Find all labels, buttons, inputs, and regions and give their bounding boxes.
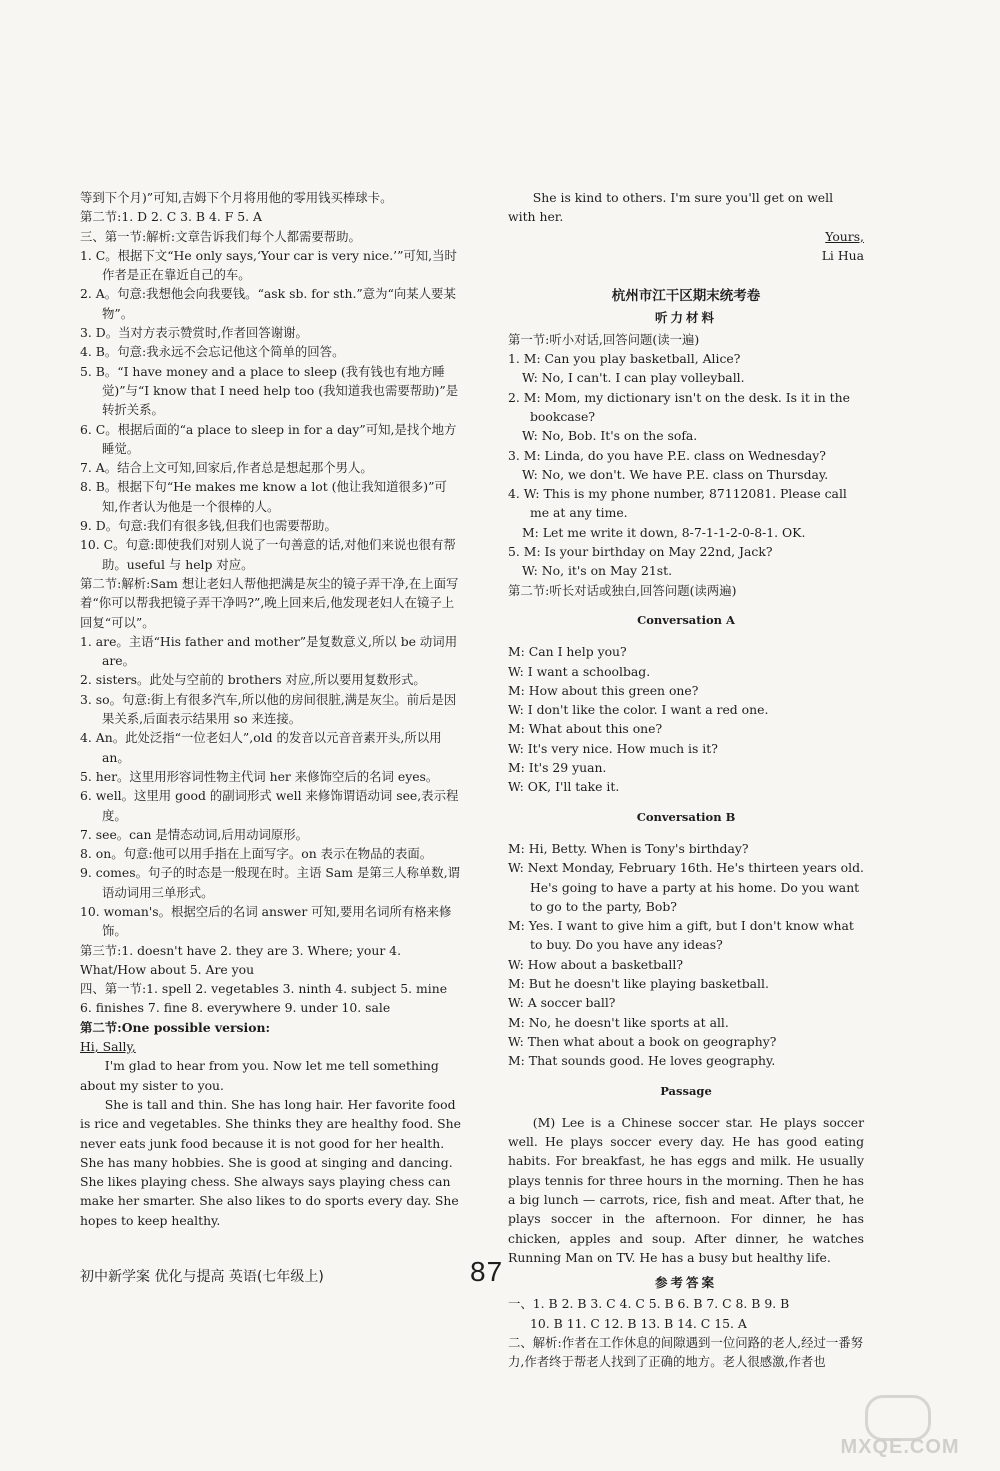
dialogue-line: W: No, I can't. I can play volleyball. <box>522 370 745 386</box>
conversation-title: Conversation B <box>636 810 736 825</box>
watermark-badge-icon <box>865 1395 931 1441</box>
text-line: 7. see。can 是情态动词,后用动词原形。 <box>80 826 309 842</box>
section-title: 第二节:听长对话或独白,回答问题(读两遍) <box>508 582 737 598</box>
dialogue-line: M: Yes. I want to give him a gift, but I don't know what to buy. Do you have any ideas? <box>508 918 854 953</box>
letter-paragraph: I'm glad to hear from you. Now let me tell something about my sister to you. <box>80 1058 439 1093</box>
dialogue-line: 5. M: Is your birthday on May 22nd, Jack? <box>508 544 773 560</box>
dialogue-line: W: How about a basketball? <box>508 956 683 972</box>
text-line: 6. well。这里用 good 的副词形式 well 来修饰谓语动词 see,表示程度。 <box>80 788 459 823</box>
exam-title: 杭州市江干区期末统考卷 <box>611 288 761 305</box>
section-title: 听力材料 <box>654 310 717 326</box>
dialogue-line: W: It's very nice. How much is it? <box>508 740 718 756</box>
text-line: 2. A。句意:我想他会向我要钱。“ask sb. for sth.”意为“向某人要某物”。 <box>80 286 456 321</box>
answers-title: 参考答案 <box>654 1275 717 1291</box>
text-line: 2. sisters。此处与空前的 brothers 对应,所以要用复数形式。 <box>80 672 426 688</box>
text-line: 7. A。结合上文可知,回家后,作者总是想起那个男人。 <box>80 460 373 476</box>
dialogue-line: M: That sounds good. He loves geography. <box>508 1053 776 1069</box>
text-line: 第二节:1. D 2. C 3. B 4. F 5. A <box>80 209 262 225</box>
text-line: 四、第一节:1. spell 2. vegetables 3. ninth 4. subject 5. mine 6. finishes 7. fine 8. everywhere 9. under 10. sale <box>80 981 448 1016</box>
text-line: 8. B。根据下句“He makes me know a lot (他让我知道很多)”可知,作者认为他是一个很棒的人。 <box>80 479 447 514</box>
answers-line: 一、1. B 2. B 3. C 4. C 5. B 6. B 7. C 8. B 9. B <box>508 1296 790 1312</box>
dialogue-line: 4. W: This is my phone number, 87112081. Please call me at any time. <box>508 486 847 521</box>
passage-text: (M) Lee is a Chinese soccer star. He plays soccer well. He plays soccer every day. He has good eating habits. For breakfast, he has eggs and milk. He usually plays tennis for three hours in the morning. Then he has a big lunch — carrots, rice, fish and meat. After that, he plays soccer in the afternoon. For dinner, he has chicken, apples and soup. After dinner, he watches Running Man on TV. He has a busy but healthy life. <box>508 1114 864 1265</box>
text-line: 4. An。此处泛指“一位老妇人”,old 的发音以元音音素开头,所以用 an。 <box>80 730 442 765</box>
dialogue-line: M: Hi, Betty. When is Tony's birthday? <box>508 840 749 856</box>
dialogue-line: W: Then what about a book on geography? <box>508 1033 777 1049</box>
dialogue-line: 1. M: Can you play basketball, Alice? <box>508 351 741 367</box>
left-column <box>80 188 462 1230</box>
dialogue-line: W: OK, I'll take it. <box>508 779 620 795</box>
dialogue-line: M: What about this one? <box>508 721 663 737</box>
dialogue-line: M: Can I help you? <box>508 644 627 660</box>
letter-paragraph: She is tall and thin. She has long hair. Her favorite food is rice and vegetables. She thinks they are healthy food. She never eats junk food because it is not good for her health. She has many hobbies. She is good at singing and dancing. She likes playing chess. She always says playing chess can make her smarter. She also likes to do sports every day. She hopes to keep healthy. <box>80 1096 461 1228</box>
dialogue-line: W: Next Monday, February 16th. He's thirteen years old. He's going to have a party at his home. Do you want to go to the party, Bob? <box>508 860 864 914</box>
dialogue-line: 2. M: Mom, my dictionary isn't on the desk. Is it in the bookcase? <box>508 389 850 424</box>
passage-title: Passage <box>660 1083 712 1098</box>
text-line: 9. D。句意:我们有很多钱,但我们也需要帮助。 <box>80 518 337 534</box>
text-line: 第二节:One possible version: <box>80 1019 271 1035</box>
text-line: 8. on。句意:他可以用手指在上面写字。on 表示在物品的表面。 <box>80 846 433 862</box>
dialogue-line: W: No, we don't. We have P.E. class on Thursday. <box>522 466 829 482</box>
text-line: 三、第一节:解析:文章告诉我们每个人都需要帮助。 <box>80 228 361 244</box>
text-line: 1. are。主语“His father and mother”是复数意义,所以 be 动词用 are。 <box>80 633 458 669</box>
dialogue-line: 3. M: Linda, do you have P.E. class on Wednesday? <box>508 447 826 463</box>
text-line: 10. C。句意:即使我们对别人说了一句善意的话,对他们来说也很有帮助。useful 与 help 对应。 <box>80 537 456 572</box>
text-line: 3. so。句意:街上有很多汽车,所以他的房间很脏,满是灰尘。前后是因果关系,后面表示结果用 so 来连接。 <box>80 691 457 727</box>
text-line: 5. her。这里用形容词性物主代词 her 来修饰空后的名词 eyes。 <box>80 768 439 784</box>
dialogue-line: M: No, he doesn't like sports at all. <box>508 1014 729 1030</box>
dialogue-line: M: It's 29 yuan. <box>508 760 607 776</box>
watermark-text: MXQE.COM <box>840 1436 960 1458</box>
letter-greeting: Hi, Sally, <box>80 1039 136 1055</box>
page-number: 87 <box>470 1256 504 1287</box>
text-line: 4. B。句意:我永远不会忘记他这个简单的回答。 <box>80 344 345 360</box>
text-line: 6. C。根据后面的“a place to sleep in for a day”可知,是找个地方睡觉。 <box>80 421 457 456</box>
answers-line: 10. B 11. C 12. B 13. B 14. C 15. A <box>530 1315 747 1331</box>
section-title: 第一节:听小对话,回答问题(读一遍) <box>508 331 700 347</box>
dialogue-line: W: No, Bob. It's on the sofa. <box>522 428 698 444</box>
text-line: 3. D。当对方表示赞赏时,作者回答谢谢。 <box>80 325 308 341</box>
text-line: 9. comes。句子的时态是一般现在时。主语 Sam 是第三人称单数,谓语动词用三单形式。 <box>80 865 461 900</box>
dialogue-line: W: A soccer ball? <box>508 995 616 1011</box>
dialogue-line: M: Let me write it down, 8-7-1-1-2-0-8-1. OK. <box>522 524 806 540</box>
letter-closing: Yours, <box>825 228 864 244</box>
letter-signature: Li Hua <box>821 247 864 263</box>
letter-paragraph: She is kind to others. I'm sure you'll get on well with her. <box>508 190 834 225</box>
dialogue-line: W: No, it's on May 21st. <box>522 563 673 579</box>
text-line: 10. woman's。根据空后的名词 answer 可知,要用名词所有格来修饰。 <box>80 903 452 939</box>
text-line: 第三节:1. doesn't have 2. they are 3. Where; your 4. What/How about 5. Are you <box>80 942 402 977</box>
text-line: 等到下个月)”可知,吉姆下个月将用他的零用钱买棒球卡。 <box>80 190 393 205</box>
book-title: 初中新学案 优化与提高 英语(七年级上) <box>80 1269 324 1285</box>
conversation-title: Conversation A <box>637 613 735 628</box>
dialogue-line: M: How about this green one? <box>508 682 699 698</box>
dialogue-line: W: I want a schoolbag. <box>508 663 651 679</box>
dialogue-line: M: But he doesn't like playing basketball. <box>508 975 769 991</box>
dialogue-line: W: I don't like the color. I want a red one. <box>508 702 769 718</box>
watermark-logo <box>815 1395 985 1465</box>
text-line: 第二节:解析:Sam 想让老妇人帮他把满是灰尘的镜子弄干净,在上面写着“你可以帮我把镜子弄干净吗?”,晚上回来后,他发现老妇人在镜子上回复“可以”。 <box>80 575 459 630</box>
text-line: 1. C。根据下文“He only says,‘Your car is very nice.’”可知,当时作者是正在靠近自己的车。 <box>80 247 457 283</box>
analysis-text: 二、解析:作者在工作休息的间隙遇到一位问路的老人,经过一番努力,作者终于帮老人找到了正确的地方。老人很感激,作者也 <box>508 1335 864 1370</box>
text-line: 5. B。“I have money and a place to sleep (我有钱也有地方睡觉)”与“I know that I need help too (我知道我也需要帮助)”是转折关系。 <box>80 363 459 418</box>
right-column <box>508 188 864 1372</box>
